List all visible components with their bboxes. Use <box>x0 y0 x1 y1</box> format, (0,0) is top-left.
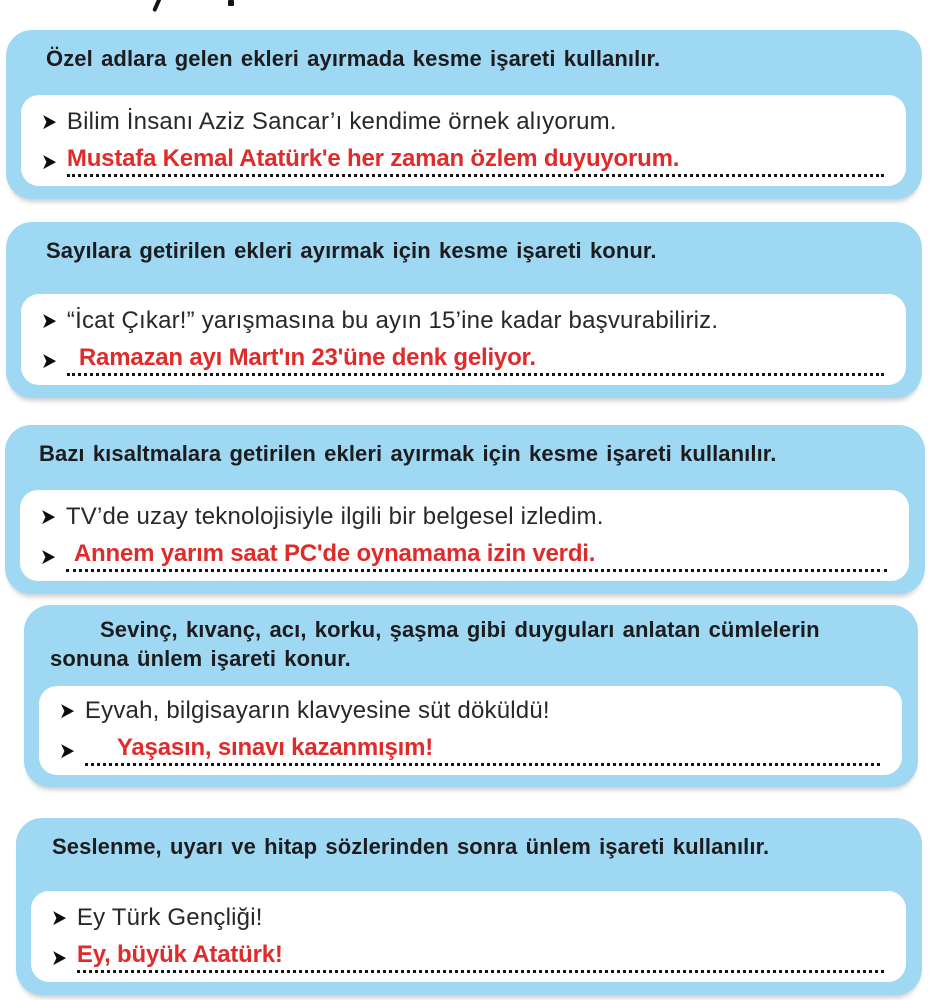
arrow-bullet-icon: ➤ <box>59 699 75 724</box>
dotted-answer-field <box>67 146 884 177</box>
example-line <box>41 306 884 336</box>
dotted-answer-field <box>77 942 884 973</box>
arrow-bullet-icon: ➤ <box>59 739 75 764</box>
rule-card-apostrophe-abbreviations <box>5 425 925 594</box>
answer-line <box>59 735 880 766</box>
answer-text: Ramazan ayı Mart'ın 23'üne denk geliyor. <box>78 345 536 372</box>
answer-line <box>51 942 884 973</box>
example-box <box>21 294 906 385</box>
rule-text: Sayılara getirilen ekleri ayırmak için kesme işareti konur. <box>46 238 657 263</box>
dotted-answer-field <box>85 735 880 766</box>
example-line <box>40 502 887 532</box>
rule-text: Seslenme, uyarı ve hitap sözlerinden sonra ünlem işareti kullanılır. <box>52 834 770 859</box>
dotted-answer-field <box>67 345 884 376</box>
rule-card-apostrophe-numbers <box>6 222 922 398</box>
rule-text: Özel adlara gelen ekleri ayırmada kesme işareti kullanılır. <box>46 46 661 71</box>
arrow-bullet-icon: ➤ <box>41 349 57 374</box>
example-text: Bilim İnsanı Aziz Sancar’ı kendime örnek alıyorum. <box>66 108 617 136</box>
example-text: TV’de uzay teknolojisiyle ilgili bir belgesel izledim. <box>65 503 604 531</box>
answer-line <box>40 541 887 572</box>
rule-card-exclamation-emotions <box>24 605 918 787</box>
answer-text: Ey, büyük Atatürk! <box>76 942 283 969</box>
dotted-answer-field <box>66 541 887 572</box>
arrow-bullet-icon: ➤ <box>40 505 56 530</box>
example-text: Ey Türk Gençliği! <box>76 904 263 932</box>
rule-card-apostrophe-proper-nouns <box>6 30 922 199</box>
rule-card-exclamation-address <box>16 818 922 995</box>
arrow-bullet-icon: ➤ <box>41 309 57 334</box>
arrow-bullet-icon: ➤ <box>51 946 67 971</box>
arrow-bullet-icon: ➤ <box>51 906 67 931</box>
answer-line <box>41 146 884 177</box>
example-line <box>41 107 884 137</box>
example-line <box>51 903 884 933</box>
rule-text: Sevinç, kıvanç, acı, korku, şaşma gibi duyguları anlatan cümlelerin sonuna ünlem işareti konur. <box>50 617 820 671</box>
example-text: Eyvah, bilgisayarın klavyesine süt döküldü! <box>84 697 550 725</box>
answer-line <box>41 345 884 376</box>
answer-text: Yaşasın, sınavı kazanmışım! <box>116 735 434 762</box>
example-line <box>59 696 880 726</box>
arrow-bullet-icon: ➤ <box>41 110 57 135</box>
example-text: “İcat Çıkar!” yarışmasına bu ayın 15’ine kadar başvurabiliriz. <box>66 307 719 335</box>
example-box <box>39 686 902 775</box>
example-box <box>31 891 906 982</box>
cropped-text-remnant-stroke <box>152 0 162 12</box>
arrow-bullet-icon: ➤ <box>41 150 57 175</box>
example-box <box>21 95 906 186</box>
answer-text: Mustafa Kemal Atatürk'e her zaman özlem duyuyorum. <box>66 146 680 173</box>
example-box <box>20 490 909 581</box>
arrow-bullet-icon: ➤ <box>40 545 56 570</box>
answer-text: Annem yarım saat PC'de oynamama izin verdi. <box>73 541 596 568</box>
rule-text: Bazı kısaltmalara getirilen ekleri ayırmak için kesme işareti kullanılır. <box>39 441 777 466</box>
cropped-text-remnant-dot <box>228 0 234 6</box>
